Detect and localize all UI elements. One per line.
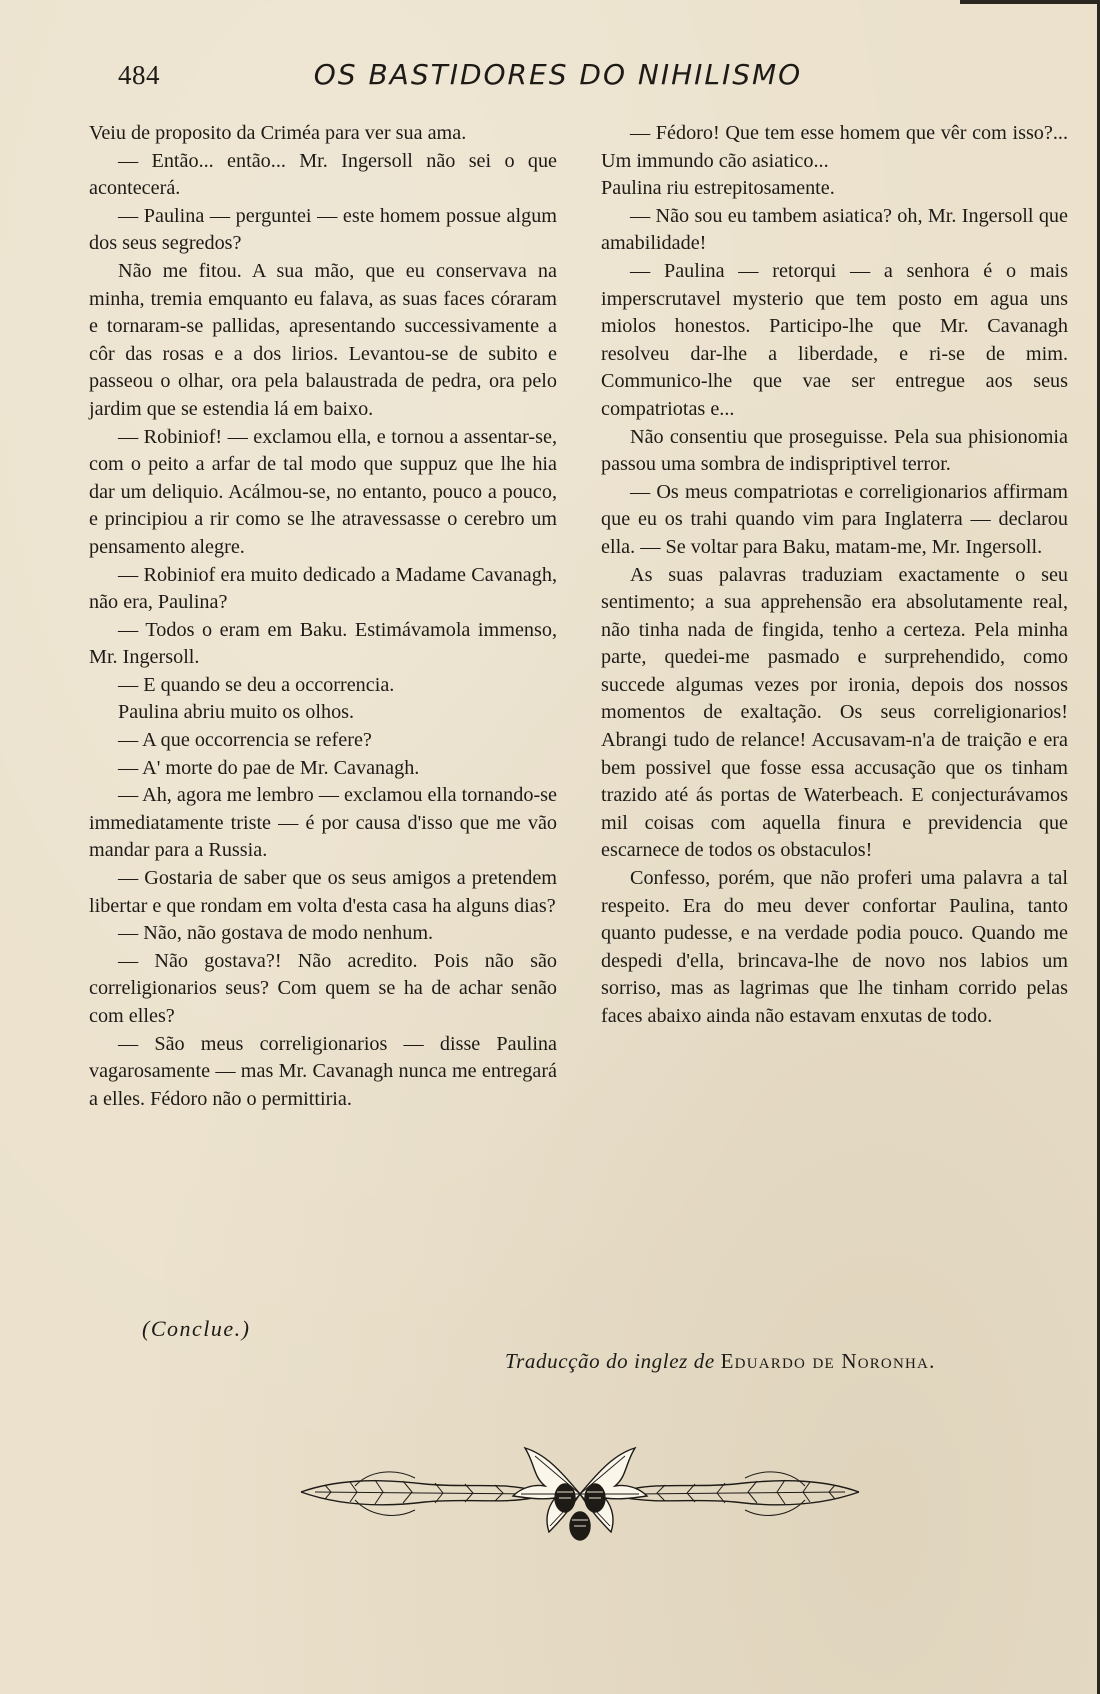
left-column-paragraph: — Robiniof era muito dedicado a Madame Cavanagh, não era, Paulina? <box>89 563 557 614</box>
running-title: OS BASTIDORES DO NIHILISMO <box>313 58 803 91</box>
page-edge-top <box>960 0 1100 4</box>
right-column-paragraph: — Fédoro! Que tem esse homem que vêr com isso?... Um immundo cão asiatico... <box>601 122 1068 172</box>
left-column-paragraph: — Ah, agora me lembro — exclamou ella tornando-se immediatamente triste — é por causa d'isso que me vão mandar para a Russia. <box>89 784 557 862</box>
right-column-paragraph: As suas palavras traduziam exactamente o seu sentimento; a sua apprehensão era absolutamente real, não tinha nada de fingida, tenho a certeza. Pela minha parte, quedei-me pasmado e surprehendido, como succede algumas vezes por ironia, depois dos nossos momentos de exaltação. Os seus correligionarios! Abrangi tudo de relance! Accusavam-n'a de traição e era bem possivel que fosse essa accusação que os tinham trazido até ás portas de Waterbeach. E conjecturávamos mil coisas com aquella finura e previdencia que escarnece de todos os obstaculos! <box>601 563 1068 862</box>
credit-name: Eduardo de Noronha. <box>720 1349 936 1373</box>
running-header <box>118 58 998 102</box>
left-column-paragraph: Veiu de proposito da Criméa para ver sua ama. <box>89 122 467 144</box>
left-column-paragraph: — Todos o eram em Baku. Estimávamola immenso, Mr. Ingersoll. <box>89 618 557 669</box>
right-column-paragraph: Confesso, porém, que não proferi uma palavra a tal respeito. Era do meu dever confortar Paulina, tanto quanto pudesse, e na verdade podia pouco. Quando me despedi d'ella, brincava-lhe de novo nos labios um sorriso, mas as lagrimas que lhe tinham corrido pelas faces abaixo ainda não estavam enxutas de todo. <box>601 867 1068 1027</box>
credit-prefix: Traducção do inglez de <box>505 1349 715 1373</box>
left-text-column <box>89 120 557 1113</box>
right-column-paragraph: — Paulina — retorqui — a senhora é o mais imperscrutavel mysterio que tem posto em agua uns miolos honestos. Participo-lhe que Mr. Cavanagh resolveu dar-lhe a liberdade, e ri-se de mim. Communico-lhe que vae ser entregue aos seus compatriotas e... <box>601 259 1068 420</box>
left-column-paragraph: — Não, não gostava de modo nenhum. <box>118 922 434 945</box>
left-column-paragraph: — Não gostava?! Não acredito. Pois não são correligionarios seus? Com quem se ha de achar senão com elles? <box>89 949 557 1027</box>
left-column-paragraph: — A que occorrencia se refere? <box>118 729 372 752</box>
left-column-paragraph: — São meus correligionarios — disse Paulina vagarosamente — mas Mr. Cavanagh nunca me entregará a elles. Fédoro não o permittiria. <box>89 1032 557 1110</box>
right-text-column <box>601 120 1068 1031</box>
left-column-paragraph: — Paulina — perguntei — este homem possue algum dos seus segredos? <box>89 204 557 255</box>
left-column-paragraph: Paulina abriu muito os olhos. <box>118 701 355 724</box>
left-column-paragraph: — E quando se deu a occorrencia. <box>118 673 395 696</box>
right-column-paragraph: — Não sou eu tambem asiatica? oh, Mr. Ingersoll que amabilidade! <box>601 204 1068 255</box>
right-column-paragraph: — Os meus compatriotas e correligionarios affirmam que eu os trahi quando vim para Inglaterra — declarou ella. — Se voltar para Baku, matam-me, Mr. Ingersoll. <box>601 480 1068 558</box>
right-column-paragraph: Paulina riu estrepitosamente. <box>601 177 835 200</box>
article-footer <box>0 1316 1100 1376</box>
translator-credit <box>505 1349 936 1374</box>
right-column-paragraph: Não consentiu que proseguisse. Pela sua phisionomia passou uma sombra de indispriptivel terror. <box>601 425 1068 476</box>
acorn-oak-leaf-ornament-icon <box>295 1440 865 1550</box>
page-number: 484 <box>118 60 160 90</box>
left-column-paragraph: — Então... então... Mr. Ingersoll não sei o que acontecerá. <box>89 149 557 200</box>
left-column-paragraph: — Robiniof! — exclamou ella, e tornou a assentar-se, com o peito a arfar de tal modo que suppuz que lhe hia dar um deliquio. Acálmou-se, no entanto, pouco a pouco, e principiou a rir como se lhe atravessasse o cerebro um pensamento alegre. <box>89 425 557 558</box>
left-column-paragraph: Não me fitou. A sua mão, que eu conservava na minha, tremia emquanto eu falava, as suas faces córaram e tornaram-se pallidas, apresentando successivamente a côr das rosas e a dos lirios. Levantou-se de subito e passeou o olhar, ora pela balaustrada de pedra, ora pelo jardim que se estendia lá em baixo. <box>89 259 557 420</box>
left-column-paragraph: — Gostaria de saber que os seus amigos a pretendem libertar e que rondam em volta d'esta casa ha alguns dias? <box>89 867 557 917</box>
continues-note: (Conclue.) <box>142 1316 251 1341</box>
left-column-paragraph: — A' morte do pae de Mr. Cavanagh. <box>118 756 420 779</box>
